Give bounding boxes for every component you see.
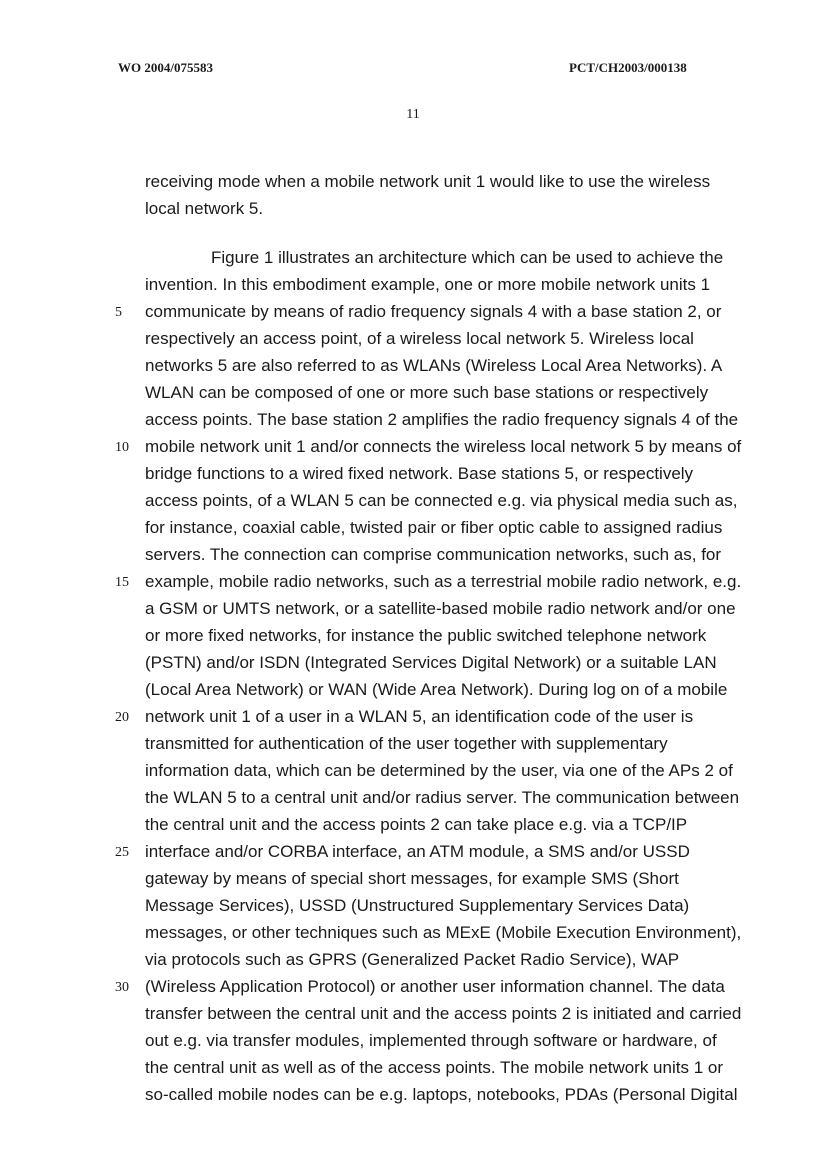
text-line (115, 433, 742, 460)
text-line: receiving mode when a mobile network unit 1 would like to use the wireless (145, 172, 711, 191)
line-text: transfer between the central unit and the access points 2 is initiated and carried (145, 1004, 742, 1023)
text-line (145, 784, 741, 811)
line-text: invention. In this embodiment example, one or more mobile network units 1 (145, 275, 711, 294)
line-number: 15 (115, 575, 129, 590)
line-text: the WLAN 5 to a central unit and/or radius server. The communication between (145, 788, 740, 807)
text-line (145, 757, 741, 784)
text-line (145, 1054, 741, 1081)
text-line (115, 838, 741, 865)
line-text: access points. The base station 2 amplifies the radio frequency signals 4 of the (145, 410, 739, 429)
line-text: (Local Area Network) or WAN (Wide Area Network). During log on of a mobile (145, 680, 728, 699)
line-number: 25 (115, 845, 129, 860)
paragraph-continued (145, 168, 710, 222)
line-text: the central unit and the access points 2 can take place e.g. via a TCP/IP (145, 815, 688, 834)
text-line (145, 406, 741, 433)
line-text: information data, which can be determined by the user, via one of the APs 2 of (145, 761, 733, 780)
line-text: the central unit as well as of the access points. The mobile network units 1 or (145, 1058, 723, 1077)
text-line (145, 379, 741, 406)
line-text: example, mobile radio networks, such as a terrestrial mobile radio network, e.g. (145, 572, 742, 591)
line-number: 5 (115, 305, 122, 320)
text-line (145, 271, 741, 298)
application-number: PCT/CH2003/000138 (569, 60, 687, 75)
text-line (145, 460, 741, 487)
text-line (145, 325, 741, 352)
text-line (145, 649, 741, 676)
line-text: WLAN can be composed of one or more such base stations or respectively (145, 383, 709, 402)
line-number: 30 (115, 980, 129, 995)
line-text: servers. The connection can comprise communication networks, such as, for (145, 545, 722, 564)
text-line (145, 352, 741, 379)
line-text: network unit 1 of a user in a WLAN 5, an identification code of the user is (145, 707, 694, 726)
page-number: 11 (406, 107, 420, 122)
line-text: (Wireless Application Protocol) or another user information channel. The data (145, 977, 725, 996)
text-line (145, 730, 741, 757)
text-line (145, 595, 741, 622)
text-line (145, 865, 741, 892)
text-line (145, 946, 741, 973)
line-text: Figure 1 illustrates an architecture which can be used to achieve the (211, 248, 724, 267)
text-line (145, 919, 741, 946)
text-line (115, 973, 741, 1000)
line-text: access points, of a WLAN 5 can be connected e.g. via physical media such as, (145, 491, 738, 510)
line-number: 20 (115, 710, 129, 725)
line-text: mobile network unit 1 and/or connects the wireless local network 5 by means of (145, 437, 742, 456)
text-line (115, 298, 741, 325)
line-text: communicate by means of radio frequency signals 4 with a base station 2, or (145, 302, 722, 321)
line-text: so-called mobile nodes can be e.g. laptops, notebooks, PDAs (Personal Digital (145, 1085, 738, 1104)
line-text: transmitted for authentication of the user together with supplementary (145, 734, 668, 753)
text-line: local network 5. (145, 199, 264, 218)
line-number: 10 (115, 440, 129, 455)
text-line (145, 676, 741, 703)
text-line (145, 1081, 741, 1108)
text-line (115, 703, 741, 730)
text-line (115, 568, 742, 595)
text-line (145, 1027, 741, 1054)
paragraph-figure-1 (115, 244, 742, 1108)
text-line (145, 244, 741, 271)
line-text: respectively an access point, of a wireless local network 5. Wireless local (145, 329, 694, 348)
text-line (145, 622, 741, 649)
publication-number: WO 2004/075583 (118, 60, 213, 75)
text-line (145, 487, 741, 514)
line-text: networks 5 are also referred to as WLANs (Wireless Local Area Networks). A (145, 356, 723, 375)
line-text: Message Services), USSD (Unstructured Supplementary Services Data) (145, 896, 690, 915)
line-text: via protocols such as GPRS (Generalized Packet Radio Service), WAP (145, 950, 680, 969)
text-line (145, 1000, 741, 1027)
line-text: or more fixed networks, for instance the public switched telephone network (145, 626, 707, 645)
text-line (145, 811, 741, 838)
text-line (145, 514, 741, 541)
text-line (145, 541, 741, 568)
line-text: bridge functions to a wired fixed network. Base stations 5, or respectively (145, 464, 694, 483)
line-text: interface and/or CORBA interface, an ATM module, a SMS and/or USSD (145, 842, 690, 861)
line-text: gateway by means of special short messages, for example SMS (Short (145, 869, 679, 888)
line-text: for instance, coaxial cable, twisted pair or fiber optic cable to assigned radius (145, 518, 723, 537)
line-text: messages, or other techniques such as MExE (Mobile Execution Environment), (145, 923, 742, 942)
line-text: (PSTN) and/or ISDN (Integrated Services Digital Network) or a suitable LAN (145, 653, 717, 672)
line-text: out e.g. via transfer modules, implemented through software or hardware, of (145, 1031, 717, 1050)
text-line (145, 892, 741, 919)
line-text: a GSM or UMTS network, or a satellite-based mobile radio network and/or one (145, 599, 736, 618)
